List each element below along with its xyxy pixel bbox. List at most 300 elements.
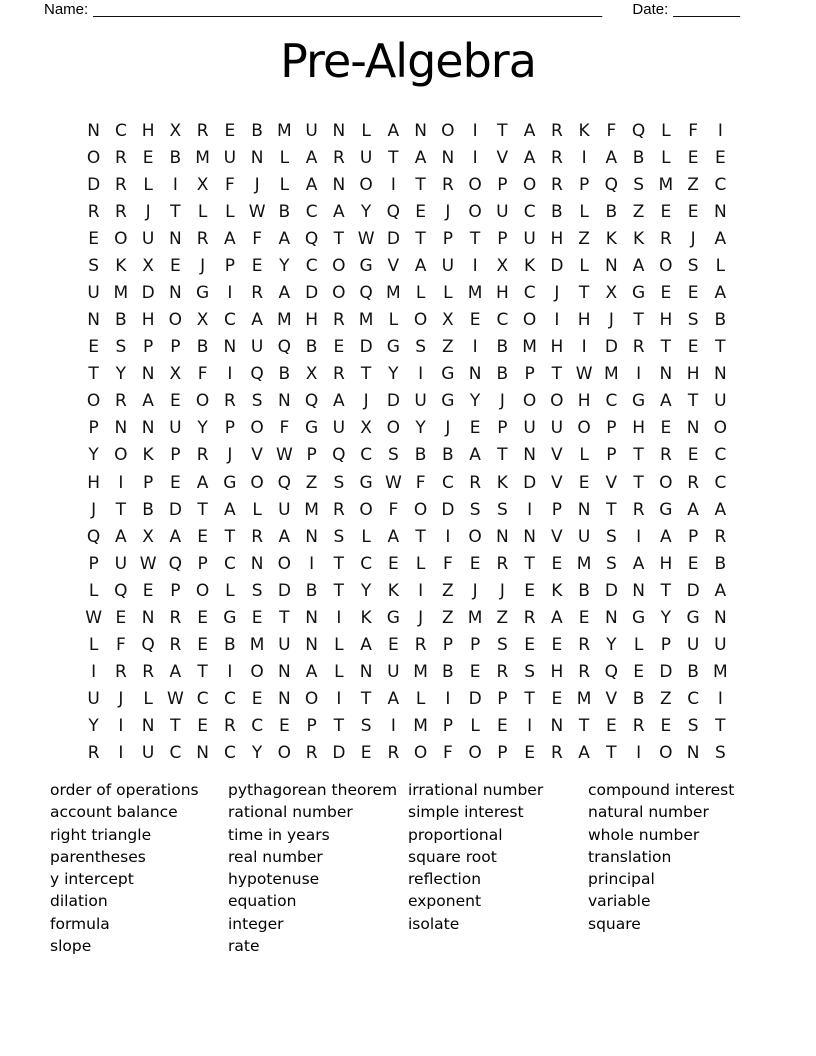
grid-letter: O bbox=[250, 472, 264, 493]
grid-letter: L bbox=[225, 580, 235, 601]
grid-letter: A bbox=[687, 499, 699, 520]
grid-letter: R bbox=[687, 472, 700, 493]
grid-row bbox=[80, 117, 734, 144]
grid-letter: N bbox=[250, 553, 264, 574]
grid-letter: W bbox=[248, 201, 266, 222]
word-list-item: dilation bbox=[50, 892, 108, 911]
grid-letter: L bbox=[88, 580, 99, 601]
grid-letter: M bbox=[195, 147, 210, 168]
grid-row bbox=[80, 496, 734, 523]
grid-letter: Z bbox=[496, 607, 509, 628]
grid-letter: L bbox=[715, 255, 726, 276]
grid-letter: K bbox=[524, 255, 536, 276]
grid-letter: I bbox=[581, 147, 587, 168]
grid-letter: G bbox=[686, 607, 700, 628]
grid-letter: J bbox=[363, 391, 369, 412]
grid-letter: R bbox=[169, 607, 182, 628]
grid-letter: W bbox=[357, 228, 375, 249]
grid-letter: R bbox=[196, 228, 209, 249]
grid-letter: V bbox=[551, 445, 563, 466]
grid-letter: N bbox=[714, 364, 727, 385]
grid-letter: M bbox=[277, 120, 292, 141]
grid-letter: E bbox=[715, 147, 726, 168]
grid-letter: L bbox=[334, 635, 344, 656]
grid-row bbox=[80, 604, 734, 631]
word-list-item: formula bbox=[50, 914, 110, 933]
grid-letter: T bbox=[633, 445, 644, 466]
grid-row bbox=[80, 361, 734, 388]
grid-letter: O bbox=[114, 228, 128, 249]
grid-letter: L bbox=[443, 283, 453, 303]
grid-letter: N bbox=[632, 580, 645, 601]
grid-letter: N bbox=[169, 283, 182, 303]
grid-letter: E bbox=[197, 526, 208, 547]
grid-letter: E bbox=[197, 607, 208, 628]
grid-letter: S bbox=[469, 499, 481, 520]
grid-letter: U bbox=[714, 635, 727, 656]
grid-letter: D bbox=[141, 283, 155, 303]
grid-letter: I bbox=[472, 337, 478, 358]
grid-letter: C bbox=[223, 310, 236, 331]
grid-letter: P bbox=[497, 689, 508, 710]
grid-letter: E bbox=[660, 716, 672, 737]
grid-letter: C bbox=[496, 310, 509, 331]
grid-letter: F bbox=[688, 120, 699, 141]
grid-letter: T bbox=[333, 553, 345, 574]
grid-letter: G bbox=[359, 255, 373, 276]
grid-letter: C bbox=[441, 472, 454, 493]
grid-letter: A bbox=[305, 662, 318, 683]
word-list-item: right triangle bbox=[50, 825, 152, 844]
grid-row bbox=[80, 252, 734, 279]
grid-letter: R bbox=[223, 716, 236, 737]
grid-letter: L bbox=[633, 635, 644, 656]
grid-letter: L bbox=[361, 526, 371, 547]
grid-letter: C bbox=[605, 391, 618, 412]
grid-letter: G bbox=[632, 283, 646, 303]
grid-letter: N bbox=[523, 445, 536, 466]
grid-letter: P bbox=[497, 228, 508, 249]
word-list-item: account balance bbox=[50, 803, 178, 822]
grid-letter: P bbox=[660, 635, 671, 656]
grid-letter: K bbox=[605, 228, 617, 249]
grid-letter: A bbox=[224, 228, 236, 249]
grid-letter: O bbox=[659, 472, 673, 493]
grid-letter: E bbox=[578, 472, 590, 493]
grid-letter: O bbox=[359, 174, 373, 195]
grid-letter: O bbox=[659, 743, 673, 764]
grid-letter: L bbox=[197, 201, 208, 222]
word-bank bbox=[50, 779, 790, 959]
grid-letter: B bbox=[551, 201, 563, 222]
grid-row bbox=[80, 171, 734, 198]
word-list-item: proportional bbox=[408, 825, 503, 844]
grid-letter: O bbox=[413, 310, 428, 331]
word-list-item: equation bbox=[228, 892, 297, 911]
grid-letter: L bbox=[143, 174, 153, 195]
grid-letter: S bbox=[687, 310, 699, 331]
grid-letter: O bbox=[332, 255, 346, 276]
grid-letter: H bbox=[577, 310, 591, 331]
grid-letter: O bbox=[468, 743, 482, 764]
word-bank-column bbox=[408, 779, 543, 935]
grid-letter: E bbox=[660, 201, 672, 222]
grid-letter: I bbox=[227, 283, 233, 303]
grid-letter: U bbox=[332, 418, 346, 439]
grid-letter: U bbox=[278, 499, 291, 520]
grid-letter: E bbox=[360, 743, 372, 764]
grid-letter: A bbox=[551, 607, 563, 628]
grid-letter: E bbox=[251, 607, 263, 628]
grid-letter: P bbox=[142, 337, 154, 358]
grid-letter: R bbox=[714, 526, 727, 547]
word-list-item: variable bbox=[588, 892, 651, 911]
grid-letter: J bbox=[690, 228, 696, 249]
grid-letter: P bbox=[170, 580, 181, 601]
grid-letter: E bbox=[524, 743, 535, 764]
grid-letter: P bbox=[306, 445, 317, 466]
grid-letter: M bbox=[413, 716, 428, 737]
grid-letter: O bbox=[168, 310, 183, 331]
grid-letter: I bbox=[418, 364, 424, 385]
grid-letter: M bbox=[713, 662, 728, 683]
grid-letter: B bbox=[605, 201, 618, 222]
grid-letter: C bbox=[360, 553, 373, 574]
grid-letter: W bbox=[384, 472, 402, 493]
word-list-item: isolate bbox=[408, 914, 460, 933]
grid-letter: L bbox=[661, 120, 671, 141]
grid-letter: B bbox=[414, 445, 427, 466]
grid-letter: L bbox=[252, 499, 262, 520]
grid-letter: U bbox=[114, 553, 128, 574]
grid-letter: I bbox=[227, 364, 233, 385]
grid-letter: O bbox=[86, 391, 101, 412]
grid-letter: O bbox=[277, 553, 292, 574]
grid-letter: X bbox=[169, 364, 182, 385]
grid-letter: N bbox=[605, 607, 618, 628]
word-list-item: rate bbox=[228, 937, 260, 956]
grid-letter: F bbox=[415, 472, 426, 493]
grid-letter: L bbox=[388, 310, 399, 331]
grid-letter: R bbox=[578, 635, 591, 656]
grid-letter: B bbox=[632, 689, 645, 710]
grid-letter: N bbox=[441, 147, 455, 168]
grid-letter: I bbox=[418, 580, 424, 601]
grid-letter: C bbox=[169, 743, 182, 764]
grid-letter: C bbox=[305, 201, 318, 222]
grid-letter: B bbox=[714, 310, 727, 331]
grid-letter: X bbox=[305, 364, 318, 385]
grid-letter: Y bbox=[360, 201, 372, 222]
grid-letter: C bbox=[714, 174, 727, 195]
grid-letter: E bbox=[388, 635, 399, 656]
grid-letter: O bbox=[522, 391, 537, 412]
grid-letter: G bbox=[632, 607, 646, 628]
grid-letter: P bbox=[442, 716, 453, 737]
grid-letter: E bbox=[469, 553, 481, 574]
grid-letter: E bbox=[469, 418, 481, 439]
grid-letter: J bbox=[145, 201, 151, 222]
grid-letter: P bbox=[170, 445, 181, 466]
grid-letter: E bbox=[251, 255, 263, 276]
grid-letter: E bbox=[115, 607, 127, 628]
grid-letter: C bbox=[223, 743, 236, 764]
grid-letter: E bbox=[524, 635, 535, 656]
grid-letter: L bbox=[361, 120, 371, 141]
grid-letter: P bbox=[687, 526, 699, 547]
grid-letter: R bbox=[114, 147, 127, 168]
grid-letter: V bbox=[605, 689, 618, 710]
grid-letter: I bbox=[227, 662, 233, 683]
word-list-item: rational number bbox=[228, 803, 353, 822]
grid-row bbox=[80, 631, 734, 658]
grid-letter: N bbox=[714, 201, 727, 222]
grid-letter: K bbox=[551, 580, 563, 601]
grid-letter: T bbox=[633, 310, 644, 331]
grid-letter: R bbox=[251, 526, 264, 547]
grid-letter: A bbox=[660, 526, 672, 547]
grid-letter: I bbox=[636, 364, 642, 385]
grid-letter: A bbox=[278, 283, 291, 303]
grid-letter: E bbox=[333, 337, 345, 358]
grid-letter: C bbox=[196, 689, 209, 710]
grid-letter: U bbox=[141, 743, 155, 764]
grid-letter: E bbox=[687, 283, 699, 303]
grid-letter: N bbox=[305, 607, 318, 628]
grid-letter: R bbox=[196, 445, 209, 466]
grid-letter: R bbox=[659, 228, 672, 249]
grid-row bbox=[80, 334, 734, 361]
grid-letter: R bbox=[578, 662, 591, 683]
word-list-item: exponent bbox=[408, 892, 482, 911]
grid-letter: Z bbox=[442, 607, 454, 628]
grid-letter: B bbox=[169, 147, 182, 168]
grid-letter: H bbox=[577, 391, 591, 412]
grid-letter: R bbox=[496, 553, 509, 574]
grid-row bbox=[80, 307, 734, 334]
grid-letter: U bbox=[387, 662, 400, 683]
grid-letter: E bbox=[551, 553, 563, 574]
grid-letter: R bbox=[659, 445, 672, 466]
grid-letter: N bbox=[278, 662, 291, 683]
grid-letter: E bbox=[606, 716, 617, 737]
grid-letter: W bbox=[166, 689, 184, 710]
grid-letter: X bbox=[142, 255, 154, 276]
word-list-item: y intercept bbox=[50, 870, 134, 889]
grid-letter: L bbox=[579, 445, 589, 466]
grid-letter: B bbox=[496, 364, 509, 385]
grid-letter: T bbox=[524, 689, 535, 710]
grid-letter: B bbox=[496, 337, 509, 358]
grid-letter: C bbox=[114, 120, 127, 141]
grid-letter: E bbox=[142, 147, 154, 168]
grid-row bbox=[80, 740, 734, 767]
grid-letter: T bbox=[660, 337, 672, 358]
grid-letter: S bbox=[524, 662, 536, 683]
grid-letter: G bbox=[196, 283, 210, 303]
grid-letter: U bbox=[87, 283, 100, 303]
grid-letter: U bbox=[686, 635, 700, 656]
grid-letter: R bbox=[114, 201, 127, 222]
word-bank-column bbox=[228, 779, 397, 957]
grid-letter: T bbox=[333, 228, 345, 249]
grid-letter: I bbox=[472, 120, 478, 141]
grid-row bbox=[80, 144, 734, 171]
grid-letter: E bbox=[660, 283, 672, 303]
grid-letter: E bbox=[633, 662, 644, 683]
grid-letter: A bbox=[523, 120, 536, 141]
grid-letter: B bbox=[714, 553, 727, 574]
grid-letter: J bbox=[445, 418, 451, 439]
grid-letter: T bbox=[497, 120, 508, 141]
grid-row bbox=[80, 415, 734, 442]
grid-letter: R bbox=[332, 364, 345, 385]
grid-letter: I bbox=[472, 255, 478, 276]
grid-letter: Y bbox=[415, 418, 426, 439]
grid-letter: U bbox=[278, 635, 291, 656]
grid-letter: S bbox=[251, 391, 263, 412]
grid-letter: J bbox=[554, 283, 560, 303]
grid-letter: A bbox=[115, 526, 127, 547]
grid-letter: C bbox=[251, 716, 264, 737]
grid-letter: V bbox=[387, 255, 400, 276]
grid-letter: T bbox=[197, 499, 208, 520]
grid-letter: P bbox=[497, 174, 508, 195]
grid-letter: H bbox=[686, 364, 700, 385]
grid-letter: S bbox=[605, 526, 617, 547]
grid-letter: G bbox=[659, 499, 673, 520]
word-list-item: reflection bbox=[408, 870, 482, 889]
grid-letter: C bbox=[223, 689, 236, 710]
grid-letter: E bbox=[415, 201, 426, 222]
grid-letter: T bbox=[360, 364, 372, 385]
grid-letter: N bbox=[523, 526, 536, 547]
grid-letter: M bbox=[277, 310, 292, 331]
grid-letter: O bbox=[550, 391, 564, 412]
grid-letter: O bbox=[250, 418, 264, 439]
grid-letter: T bbox=[578, 716, 590, 737]
grid-letter: S bbox=[605, 553, 617, 574]
grid-letter: X bbox=[196, 310, 209, 331]
grid-letter: K bbox=[496, 472, 508, 493]
grid-letter: K bbox=[578, 120, 590, 141]
grid-letter: E bbox=[279, 716, 290, 737]
grid-letter: A bbox=[333, 391, 345, 412]
grid-letter: R bbox=[550, 147, 563, 168]
grid-letter: N bbox=[196, 743, 209, 764]
grid-letter: Z bbox=[442, 580, 454, 601]
grid-row bbox=[80, 225, 734, 252]
grid-letter: V bbox=[551, 472, 563, 493]
grid-letter: T bbox=[415, 526, 426, 547]
grid-letter: B bbox=[442, 662, 454, 683]
grid-letter: G bbox=[441, 364, 455, 385]
grid-letter: L bbox=[88, 635, 99, 656]
grid-letter: N bbox=[169, 228, 182, 249]
grid-letter: Y bbox=[388, 364, 399, 385]
grid-letter: I bbox=[336, 689, 342, 710]
grid-letter: R bbox=[251, 283, 264, 303]
grid-letter: M bbox=[249, 635, 265, 656]
grid-letter: Q bbox=[168, 553, 183, 574]
grid-letter: R bbox=[305, 743, 318, 764]
grid-row bbox=[80, 198, 734, 225]
grid-letter: Y bbox=[88, 716, 99, 737]
grid-row bbox=[80, 388, 734, 415]
grid-letter: F bbox=[442, 553, 453, 574]
grid-letter: T bbox=[115, 499, 127, 520]
grid-letter: B bbox=[632, 147, 645, 168]
grid-letter: M bbox=[604, 364, 619, 385]
grid-letter: O bbox=[468, 526, 482, 547]
grid-letter: S bbox=[496, 635, 508, 656]
grid-letter: D bbox=[604, 337, 618, 358]
grid-letter: I bbox=[445, 526, 451, 547]
grid-letter: L bbox=[279, 147, 290, 168]
grid-letter: D bbox=[168, 499, 182, 520]
grid-letter: T bbox=[333, 580, 345, 601]
grid-letter: J bbox=[445, 201, 451, 222]
grid-letter: S bbox=[115, 337, 127, 358]
grid-letter: T bbox=[660, 580, 672, 601]
grid-letter: K bbox=[360, 607, 372, 628]
grid-letter: C bbox=[523, 283, 536, 303]
grid-letter: P bbox=[497, 418, 508, 439]
grid-letter: B bbox=[196, 337, 209, 358]
grid-letter: T bbox=[415, 228, 426, 249]
grid-letter: I bbox=[554, 310, 560, 331]
grid-letter: R bbox=[496, 662, 509, 683]
grid-letter: H bbox=[141, 310, 155, 331]
grid-letter: D bbox=[87, 174, 101, 195]
grid-letter: P bbox=[442, 635, 453, 656]
grid-letter: T bbox=[606, 499, 617, 520]
grid-letter: B bbox=[305, 337, 318, 358]
grid-letter: I bbox=[445, 689, 451, 710]
grid-letter: I bbox=[717, 689, 723, 710]
grid-letter: D bbox=[386, 391, 400, 412]
word-bank-column bbox=[50, 779, 199, 957]
grid-letter: P bbox=[606, 418, 617, 439]
grid-letter: T bbox=[170, 201, 181, 222]
grid-row bbox=[80, 442, 734, 469]
grid-letter: J bbox=[608, 310, 614, 331]
grid-letter: T bbox=[606, 743, 617, 764]
grid-letter: A bbox=[305, 174, 318, 195]
grid-letter: D bbox=[441, 499, 455, 520]
grid-letter: A bbox=[714, 283, 727, 303]
grid-letter: F bbox=[442, 743, 453, 764]
grid-letter: Q bbox=[631, 120, 646, 141]
grid-letter: R bbox=[169, 635, 182, 656]
grid-letter: T bbox=[578, 283, 590, 303]
grid-letter: A bbox=[224, 499, 236, 520]
grid-letter: Y bbox=[251, 743, 263, 764]
grid-letter: G bbox=[386, 607, 400, 628]
grid-letter: N bbox=[496, 526, 509, 547]
grid-letter: Y bbox=[88, 445, 99, 466]
grid-letter: O bbox=[359, 499, 373, 520]
grid-letter: T bbox=[415, 174, 426, 195]
grid-letter: R bbox=[87, 201, 100, 222]
grid-letter: I bbox=[527, 716, 533, 737]
grid-letter: P bbox=[524, 364, 535, 385]
grid-letter: I bbox=[636, 526, 642, 547]
grid-letter: T bbox=[633, 472, 644, 493]
header bbox=[44, 0, 740, 20]
grid-letter: F bbox=[252, 228, 263, 249]
grid-letter: D bbox=[359, 337, 373, 358]
